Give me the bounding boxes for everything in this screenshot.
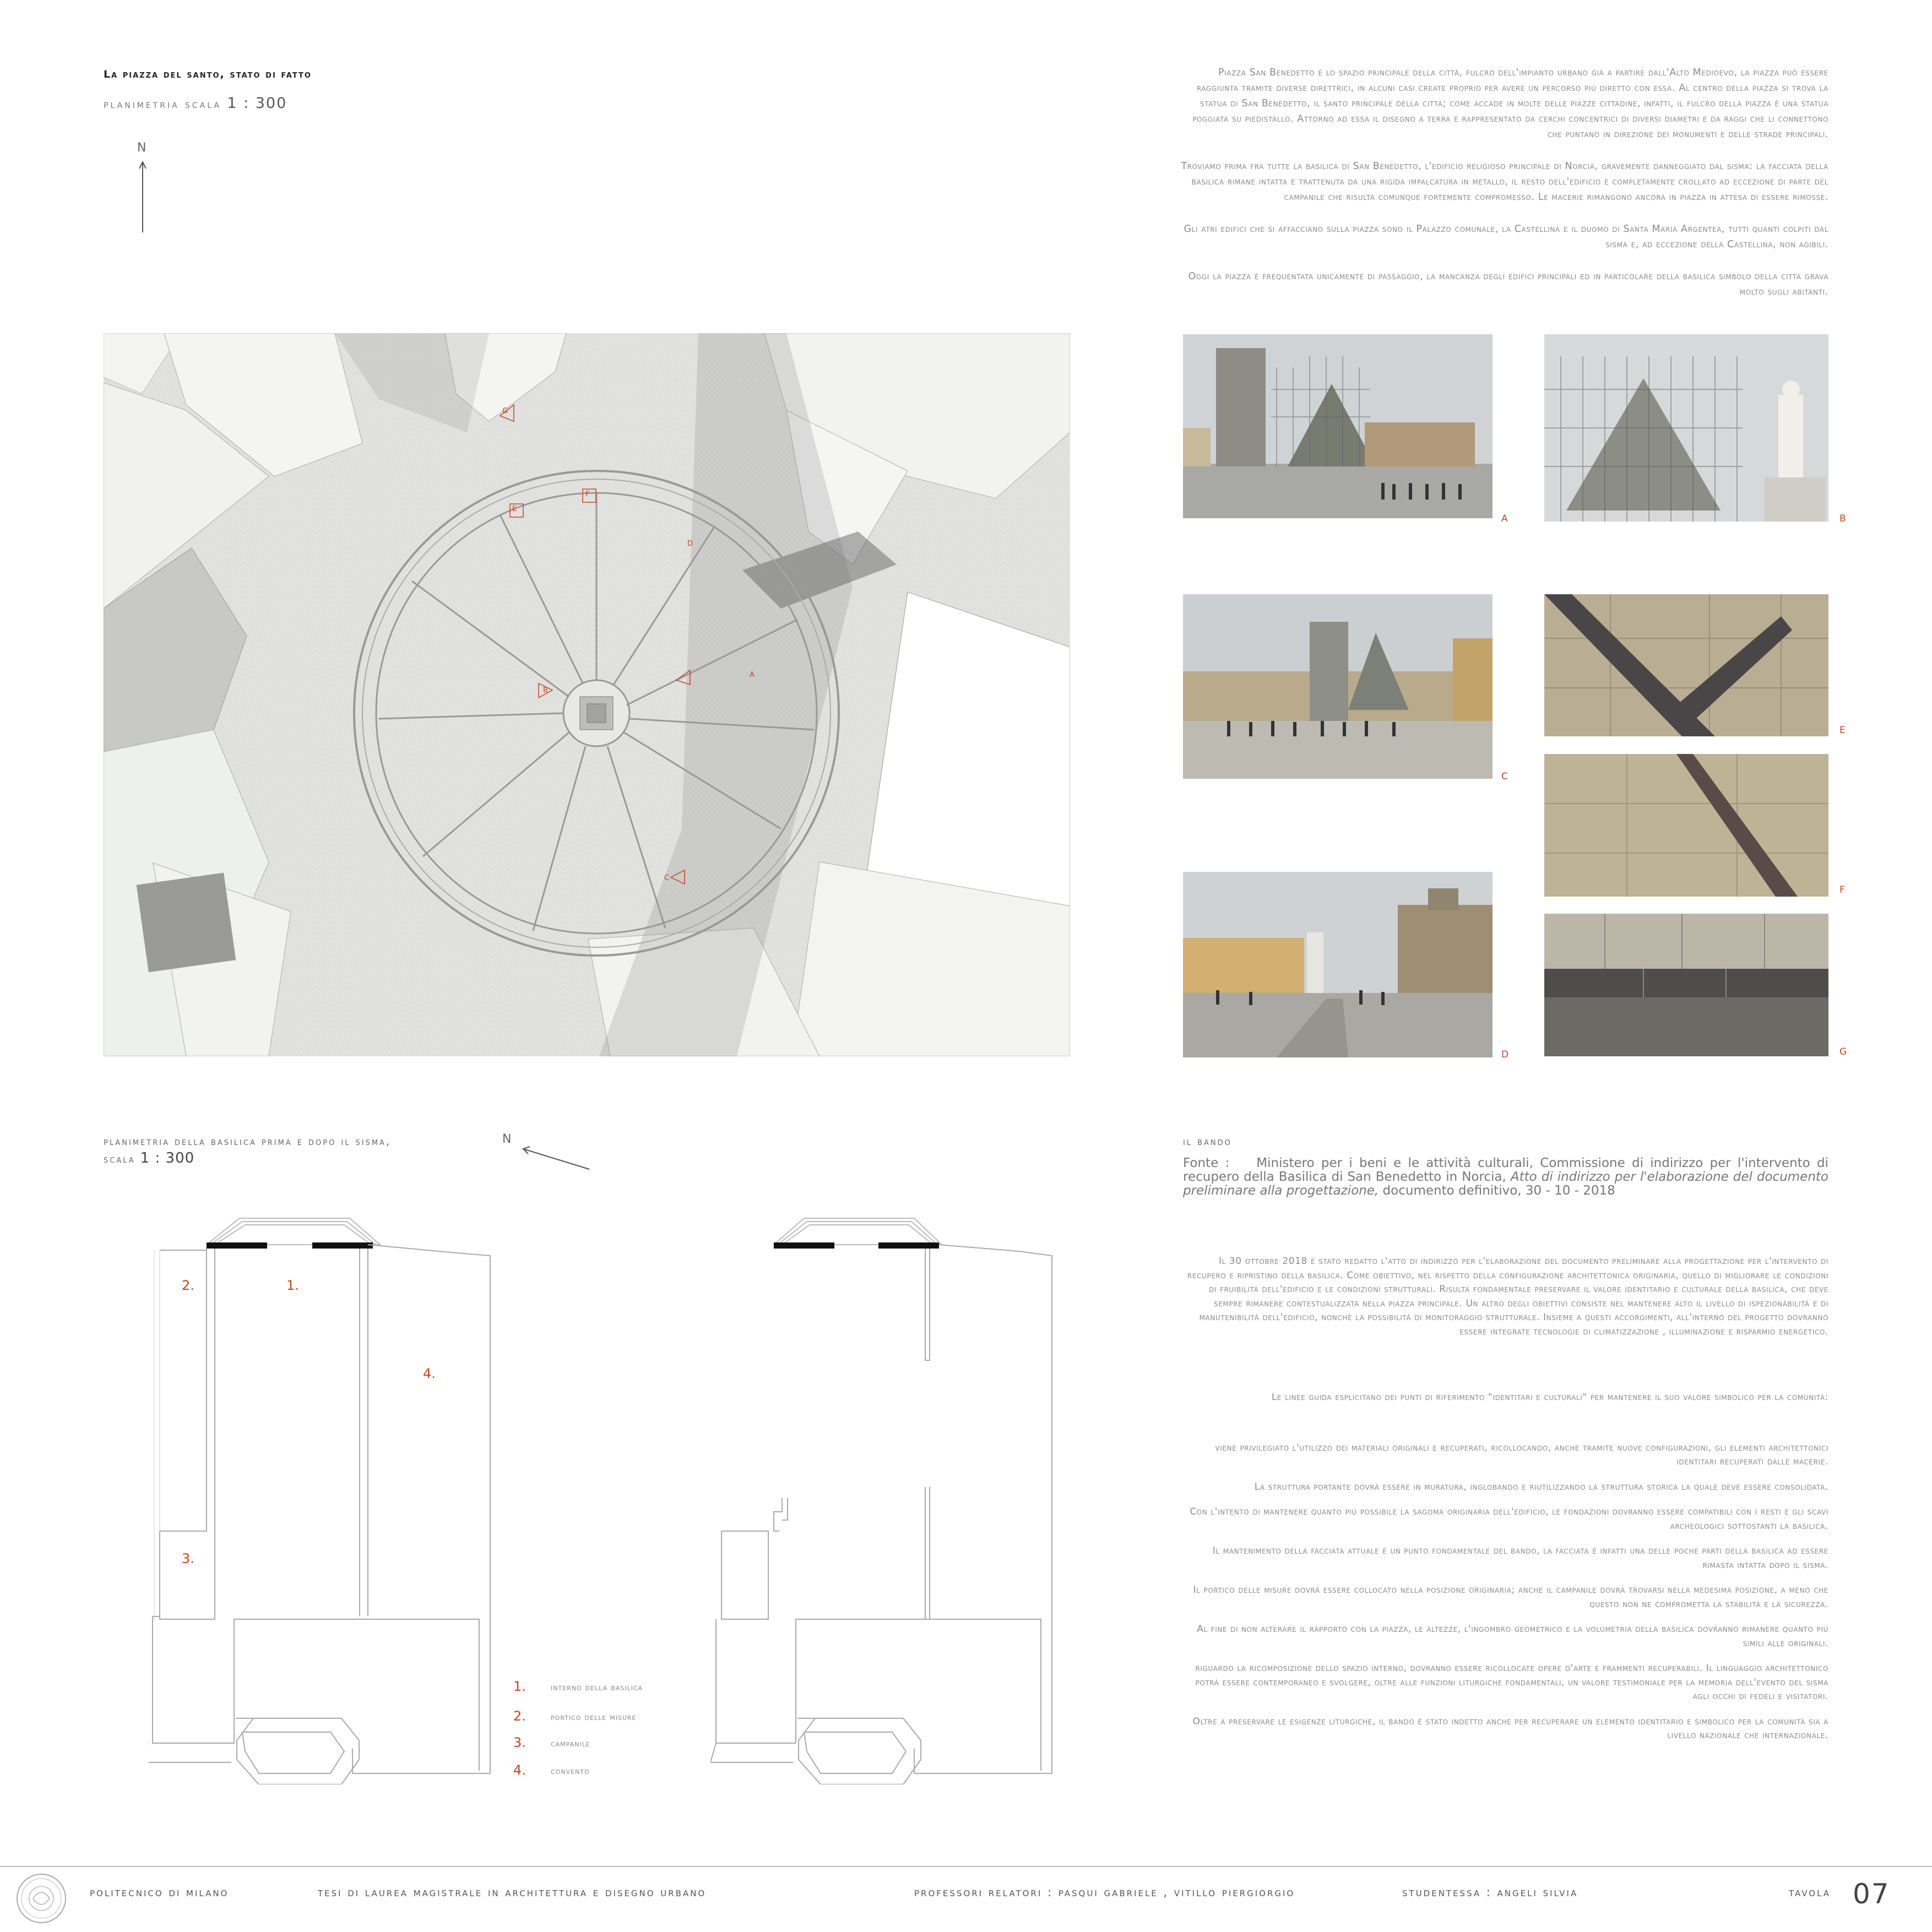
map-label-f: F <box>585 490 590 498</box>
legend-num-3: 3. <box>513 1735 526 1750</box>
subtitle-scale: 1 : 300 <box>227 95 287 112</box>
intro-text <box>1179 65 1828 316</box>
plan-after <box>710 1212 1063 1784</box>
photo-label-a: A <box>1501 513 1508 524</box>
site-plan-map <box>104 333 1070 1056</box>
bando-paragraph: viene privilegiato l'utilizzo dei materiali originali e recuperati, ricollocando, anche tramite nuove configurazioni, gli elementi architettonici identitari recuperati dalle macerie. <box>1215 1442 1828 1467</box>
section2-scale-value: 1 : 300 <box>140 1150 195 1166</box>
intro-paragraph: Troviamo prima fra tutte la basilica di San Benedetto, l'edificio religioso principale di Norcia, gravemente danneggiato dal sisma: la facciata della basilica rimane intatta e trattenuta da una rigida impalcatura in metallo, il resto dell'edificio è completamente crollato ad eccezione di parte del campanile che risulta comunque fortemente compromesso. Le macerie rimangono ancora in piazza in attesa di essere rimosse. <box>1181 161 1828 203</box>
photo-label-g: G <box>1839 1046 1847 1057</box>
legend-num-1: 1. <box>513 1679 526 1694</box>
legend-text-4: convento <box>551 1766 590 1776</box>
section2-scale-prefix: scala <box>104 1153 135 1165</box>
photo-a <box>1183 334 1493 518</box>
photo-d <box>1183 872 1493 1057</box>
map-label-c: C <box>664 874 670 882</box>
bando-paragraph: La struttura portante dovrà essere in muratura, inglobando e riutilizzando la struttura storica la quale deve essere consolidata. <box>1254 1481 1828 1493</box>
bando-paragraph: Il 30 ottobre 2018 è stato redatto l'atto di indirizzo per l'elaborazione del documento preliminare alla progettazione per l'intervento di recupero e ripristino della basilica. Come obiettivo, nel rispetto della configurazione architettonica originaria, quello di migliorare le condizioni di fruibilità dell'edificio e le condizioni strutturali. Risulta fondamentale preservare il valore identitario e culturale della basilica, che deve sempre rimanere contestualizzata nella piazza principale. Un altro degli obiettivi consiste nel mantenere alto il livello di ispezionabilità e di manutenibilità dell'edificio, nonché la possibilità di monitoraggio strutturale. Insieme a questi accorgimenti, all'interno del progetto dovranno essere integrate tecnologie di climatizzazione , illuminazione e risparmio energetico. <box>1187 1256 1828 1337</box>
bando-source-italic: Atto di indirizzo per l'elaborazione del documento preliminare alla progettazione, <box>1183 1170 1828 1198</box>
footer-tavola-number: 07 <box>1853 1878 1890 1910</box>
footer-divider <box>0 1866 1932 1867</box>
north-arrow-icon <box>135 160 151 234</box>
map-label-b: B <box>543 686 548 694</box>
footer-tavola-label: tavola <box>1789 1886 1831 1899</box>
photo-label-d: D <box>1501 1049 1509 1060</box>
footer-university: politecnico di milano <box>90 1886 229 1899</box>
plan-before <box>149 1212 523 1784</box>
intro-paragraph: Piazza San Benedetto è lo spazio principale della città, fulcro dell'impianto urbano già a partire dall'Alto Medioevo, la piazza può essere raggiunta tramite diverse direttrici, in alcuni casi create proprio per avere un percorso più diretto con essa. Al centro della piazza si trova la statua di San Benedetto, il santo principale della città; come accade in molte delle piazze cittadine, infatti, il fulcro della piazza è una statua poggiata su piedistallo. Attorno ad essa il disegno a terra è rappresentato da cerchi concentrici di diversi diametri e da raggi che li connettono che puntano in direzione dei monumenti e delle strade principali. <box>1192 67 1828 140</box>
photo-g <box>1544 914 1828 1056</box>
bando-paragraph: Le linee guida esplicitano dei punti di riferimento "identitari e culturali" per mantenere il suo valore simbolico per la comunità: <box>1271 1392 1828 1403</box>
university-seal-icon <box>15 1873 67 1924</box>
photo-f <box>1544 754 1828 897</box>
photo-label-b: B <box>1839 513 1846 524</box>
site-plan-drawing <box>104 333 1070 1056</box>
photo-label-f: F <box>1839 884 1845 896</box>
legend-num-4: 4. <box>513 1762 526 1778</box>
bando-paragraph: Il mantenimento della facciata attuale è un punto fondamentale del bando, la facciata è infatti una delle poche parti della basilica ad essere rimasta intatta dopo il sisma. <box>1212 1545 1828 1571</box>
intro-paragraph: Gli atri edifici che si affacciano sulla piazza sono il Palazzo comunale, la Castellina e il duomo di Santa Maria Argentea, tutti quanti colpiti dal sisma e, ad eccezione della Castellina, non agibili. <box>1184 224 1828 250</box>
plan-label-4: 4. <box>423 1366 436 1381</box>
photo-label-e: E <box>1839 725 1846 736</box>
photo-e <box>1544 594 1828 736</box>
bando-paragraph: Al fine di non alterare il rapporto con la piazza, le altezze, l'ingombro geometrico e la volumetria della basilica dovranno rimanere quanto più simili alle originali. <box>1197 1624 1828 1649</box>
page-subtitle <box>104 95 287 112</box>
page-title: La piazza del santo, stato di fatto <box>104 68 312 80</box>
section2-north-label: N <box>502 1132 512 1146</box>
bando-paragraph: Con l'intento di mantenere quanto più possibile la sagoma originaria dell'edificio, le fondazioni dovranno essere compatibili con i resti e gli scavi archeologici sottostanti la basilica. <box>1190 1506 1828 1532</box>
map-label-g: G <box>502 407 508 415</box>
photo-b <box>1544 334 1828 522</box>
subtitle-prefix: planimetria scala <box>104 97 221 111</box>
section2-scale <box>104 1150 194 1166</box>
bando-source-text: Ministero per i beni e le attività culturali, Commissione di indirizzo per l'intervento di recupero della Basilica di San Benedetto in Norcia, <box>1183 1156 1828 1184</box>
photo-c <box>1183 594 1493 779</box>
intro-paragraph: Oggi la piazza è frequentata unicamente di passaggio, la mancanza degli edifici principali ed in particolare della basilica simbolo della città grava molto sugli abitanti. <box>1188 271 1828 297</box>
section2-north-arrow-icon <box>520 1144 592 1172</box>
plan-label-2: 2. <box>182 1278 194 1293</box>
bando-paragraph: Il portico delle misure dovrà essere collocato nella posizione originaria; anche il campanile dovrà trovarsi nella medesima posizione, a meno che questo non ne comprometta la stabilità e la sicurezza. <box>1193 1584 1828 1610</box>
footer-professors: professori relatori : pasqui gabriele , vitillo piergiorgio <box>914 1886 1295 1899</box>
section2-title: planimetria della basilica prima e dopo il sisma, <box>104 1136 391 1148</box>
footer-thesis: tesi di laurea magistrale in architettura e disegno urbano <box>318 1886 707 1899</box>
legend-num-2: 2. <box>513 1708 526 1724</box>
bando-heading: il bando <box>1183 1136 1232 1148</box>
legend-text-2: portico delle misure <box>551 1712 637 1722</box>
plan-label-3: 3. <box>182 1551 194 1566</box>
footer-student: studentessa : angeli silvia <box>1402 1886 1578 1899</box>
bando-source-end: documento definitivo, 30 - 10 - 2018 <box>1382 1184 1615 1198</box>
map-label-a: A <box>750 671 755 679</box>
bando-source-label: Fonte : <box>1183 1156 1230 1170</box>
photo-label-c: C <box>1501 771 1508 782</box>
bando-paragraph: Oltre a preservare le esigenze liturgiche, il bando è stato indetto anche per recuperare un elemento identitario e simbolico per la comunità sia a livello nazionale che internazionale. <box>1192 1716 1828 1741</box>
north-label: N <box>137 141 146 155</box>
legend-text-3: campanile <box>551 1738 590 1749</box>
map-label-e: E <box>512 505 517 513</box>
bando-source <box>1183 1157 1828 1198</box>
plan-label-1: 1. <box>286 1278 299 1293</box>
legend-text-1: interno della basilica <box>551 1682 643 1692</box>
bando-text <box>1179 1255 1828 1754</box>
bando-paragraph: riguardo la ricomposizione dello spazio interno, dovranno essere ricollocate opere d'arte e frammenti recuperabili. Il linguaggio architettonico potrà essere contemporaneo e svolgere, oltre alle funzioni liturgiche fondamentali, un valore testimoniale per la memoria dell'evento del sisma agli occhi di fedeli e visitatori. <box>1195 1663 1828 1702</box>
map-label-d: D <box>687 540 693 548</box>
